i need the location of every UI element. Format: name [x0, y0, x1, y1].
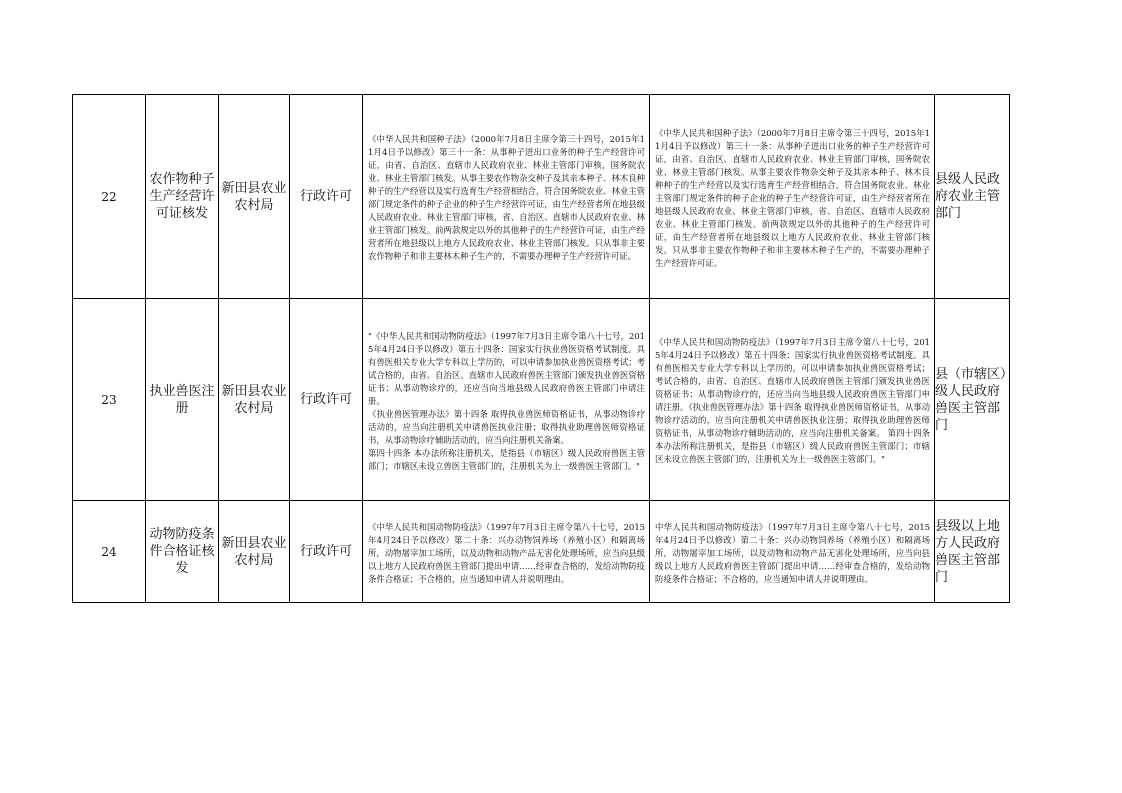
- legal-basis-cell-2: [650, 95, 935, 299]
- legal-basis: 《中华人民共和国动物防疫法》（1997年7月3日主席令第八十七号，2015年4月24日予以修改）第二十条：兴办动物饲养场（养殖小区）和隔离场所，动物屠宰加工场所，以及动物和动物产品无害化处理场所，应当向县级以上地方人民政府兽医主管部门提出申请……经审查合格的，发给动物防疫条件合格证；不合格的，应当通知申请人并说明理由。: [368, 521, 645, 584]
- item-type: 行政许可: [290, 501, 363, 603]
- legal-basis: "《中华人民共和国动物防疫法》（1997年7月3日主席令第八十七号，2015年4月24日予以修改）第五十四条：国家实行执业兽医资格考试制度。具有兽医相关专业大学专科以上学历的，可以申请参加执业兽医资格考试；考试合格的，由省、自治区、直辖市人民政府兽医主管部门颁发执业兽医资格证书；从事动物诊疗的，还应当向当地县级人民政府兽医主管部门申请注册。 《执业兽医管理办法》第十四条 取得执业兽医师资格证书，从事动物诊疗活动的，应当向注册机关申请兽医执业注册；取得执业助理兽医师资格证书，从事动物诊疗辅助活动的，应当向注册机关备案。 第四十四条 本办法所称注册机关，是指县（市辖区）级人民政府兽医主管部门；市辖区未设立兽医主管部门的，注册机关为上一级兽医主管部门。": [368, 330, 645, 471]
- department: 新田县农业农村局: [219, 95, 290, 299]
- legal-basis-cell: [363, 299, 650, 501]
- legal-basis-cell: [363, 95, 650, 299]
- item-type: 行政许可: [290, 95, 363, 299]
- legal-basis-2: 《中华人民共和国种子法》（2000年7月8日主席令第三十四号，2015年11月4日予以修改）第三十一条：从事种子进出口业务的种子生产经营许可证，由省、自治区、直辖市人民政府农业、林业主管部门审核，国务院农业、林业主管部门核发。从事主要农作物杂交种子及其亲本种子、林木良种种子的生产经营以及实行选育生产经营相结合，符合国务院农业、林业主管部门规定条件的种子企业的种子生产经营许可证，由生产经营者所在地县级人民政府农业、林业主管部门审核，省、自治区、直辖市人民政府农业、林业主管部门核发。前两款规定以外的其他种子的生产经营许可证，由生产经营者所在地县级以上地方人民政府农业、林业主管部门核发。只从事非主要农作物种子和非主要林木种子生产的，不需要办理种子生产经营许可证。: [655, 127, 930, 268]
- legal-basis-2: 《中华人民共和国动物防疫法》（1997年7月3日主席令第八十七号，2015年4月24日予以修改）第五十四条：国家实行执业兽医资格考试制度。具有兽医相关专业大学专科以上学历的，可以申请参加执业兽医资格考试；考试合格的，由省、自治区、直辖市人民政府兽医主管部门颁发执业兽医资格证书；从事动物诊疗的，还应当向当地县级人民政府兽医主管部门申请注册。《执业兽医管理办法》第十四条 取得执业兽医师资格证书，从事动物诊疗活动的，应当向注册机关申请兽医执业注册；取得执业助理兽医师资格证书，从事动物诊疗辅助活动的，应当向注册机关备案。 第四十四条 本办法所称注册机关，是指县（市辖区）级人民政府兽医主管部门；市辖区未设立兽医主管部门的，注册机关为上一级兽医主管部门。": [655, 337, 930, 464]
- implementing-level: 县级以上地方人民政府兽医主管部门: [935, 501, 1010, 603]
- legal-basis: 《中华人民共和国种子法》（2000年7月8日主席令第三十四号，2015年11月4日予以修改）第三十一条：从事种子进出口业务的种子生产经营许可证，由省、自治区、直辖市人民政府农业、林业主管部门审核，国务院农业、林业主管部门核发。从事主要农作物杂交种子及其亲本种子、林木良种种子的生产经营以及实行选育生产经营相结合，符合国务院农业、林业主管部门规定条件的种子企业的种子生产经营许可证，由生产经营者所在地县级人民政府农业、林业主管部门审核，省、自治区、直辖市人民政府农业、林业主管部门核发。前两款规定以外的其他种子的生产经营许可证，由生产经营者所在地县级以上地方人民政府农业、林业主管部门核发。只从事非主要农作物种子和非主要林木种子生产的，不需要办理种子生产经营许可证。: [368, 134, 645, 261]
- table-row: [73, 95, 1010, 299]
- legal-basis-cell: [363, 501, 650, 603]
- legal-basis-cell-2: [650, 501, 935, 603]
- department: 新田县农业农村局: [219, 299, 290, 501]
- legal-basis-2: 中华人民共和国动物防疫法》（1997年7月3日主席令第八十七号，2015年4月24日予以修改）第二十条：兴办动物饲养场（养殖小区）和隔离场所，动物屠宰加工场所，以及动物和动物产品无害化处理场所，应当向县级以上地方人民政府兽医主管部门提出申请……经审查合格的，发给动物防疫条件合格证；不合格的，应当通知申请人并说明理由。: [655, 521, 930, 584]
- legal-basis-cell-2: [650, 299, 935, 501]
- row-number: 23: [73, 299, 146, 501]
- implementing-level: 县（市辖区）级人民政府兽医主管部门: [935, 299, 1010, 501]
- permit-table: [72, 94, 1010, 603]
- row-number: 22: [73, 95, 146, 299]
- table-row: [73, 501, 1010, 603]
- implementing-level: 县级人民政府农业主管部门: [935, 95, 1010, 299]
- item-type: 行政许可: [290, 299, 363, 501]
- department: 新田县农业农村局: [219, 501, 290, 603]
- row-number: 24: [73, 501, 146, 603]
- item-name: 农作物种子生产经营许可证核发: [146, 95, 219, 299]
- item-name: 执业兽医注册: [146, 299, 219, 501]
- item-name: 动物防疫条件合格证核发: [146, 501, 219, 603]
- table-row: [73, 299, 1010, 501]
